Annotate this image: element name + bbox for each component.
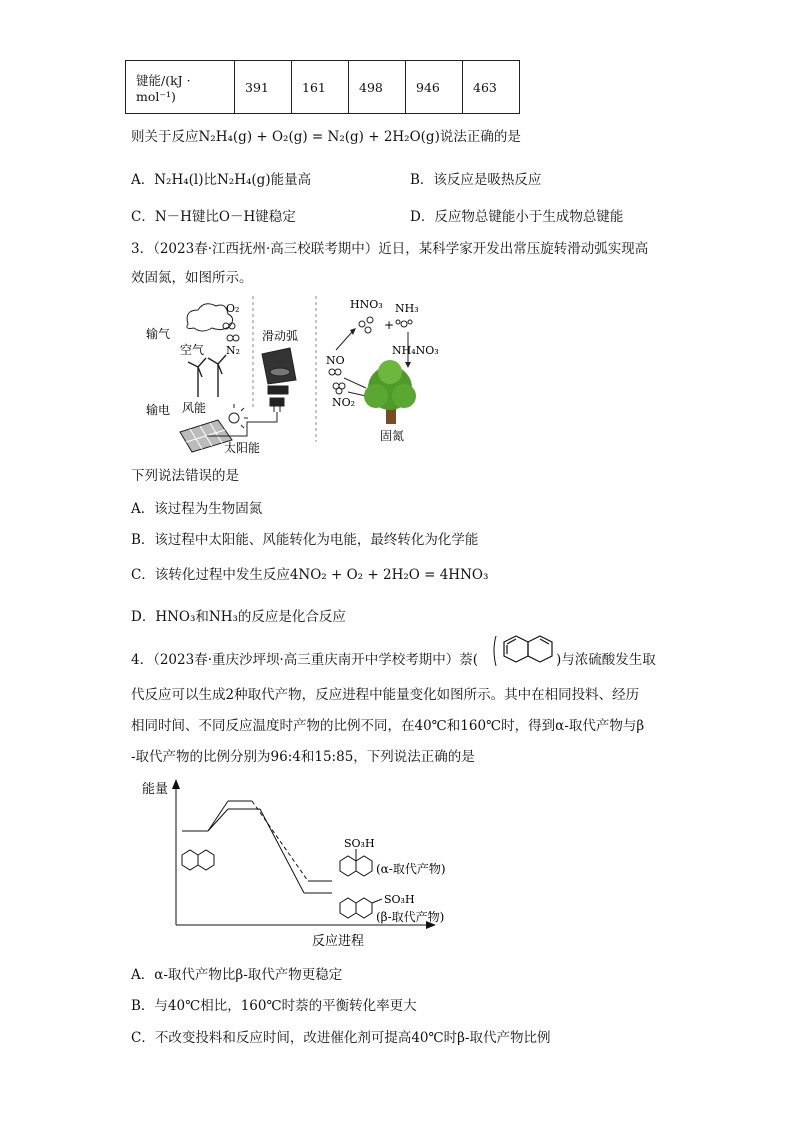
q2-option-b: B．该反应是吸热反应 bbox=[410, 172, 542, 188]
bond-energy-table bbox=[125, 60, 520, 114]
q3-option-a: A．该过程为生物固氮 bbox=[131, 501, 263, 517]
q3-option-c: C．该转化过程中发生反应4NO₂ + O₂ + 2H₂O = 4HNO₃ bbox=[131, 567, 489, 583]
sun-icon bbox=[229, 404, 248, 428]
q3-option-b: B．该过程中太阳能、风能转化为电能，最终转化为化学能 bbox=[131, 532, 479, 548]
solar-label: 太阳能 bbox=[224, 441, 261, 455]
no2-molecule-icon bbox=[333, 383, 345, 394]
q2-option-d: D．反应物总键能小于生成物总键能 bbox=[410, 209, 624, 225]
alpha-product-label: (α-取代产物) bbox=[376, 862, 446, 876]
no-molecule-icon bbox=[329, 369, 341, 375]
q4-option-b: B．与40℃相比，160℃时萘的平衡转化率更大 bbox=[131, 998, 417, 1014]
q4-option-a: A．α-取代产物比β-取代产物更稳定 bbox=[131, 967, 343, 983]
air-label: 空气 bbox=[180, 343, 205, 357]
hno3-molecule-icon bbox=[359, 317, 373, 333]
q2-option-a: A．N₂H₄(l)比N₂H₄(g)能量高 bbox=[131, 172, 312, 188]
naphthalene-icon bbox=[182, 850, 214, 870]
q4-stem-line1a: 4．（2023春·重庆沙坪坝·高三重庆南开中学校考期中）萘( bbox=[131, 652, 479, 668]
alpha-product-icon bbox=[340, 849, 372, 876]
q2-stem: 则关于反应N₂H₄(g) + O₂(g) = N₂(g) + 2H₂O(g)说法正确的是 bbox=[131, 129, 521, 145]
tree-icon bbox=[364, 360, 416, 424]
o2-label: O₂ bbox=[226, 302, 240, 315]
arc-label: 滑动弧 bbox=[262, 329, 299, 343]
energy-diagram bbox=[140, 775, 500, 955]
q3-option-d: D．HNO₃和NH₃的反应是化合反应 bbox=[131, 609, 346, 625]
no-label: NO bbox=[326, 354, 345, 367]
power-label: 输电 bbox=[146, 403, 171, 417]
q4-option-c: C．不改变投料和反应时间，改进催化剂可提高40℃时β-取代产物比例 bbox=[131, 1030, 551, 1046]
q2-option-c: C．N－H键比O－H键稳定 bbox=[131, 209, 296, 225]
wind-turbine-icon bbox=[188, 355, 226, 397]
table-cell: 161 bbox=[292, 61, 349, 114]
arrow bbox=[336, 332, 352, 350]
table-header-cell: 键能/(kJ · mol⁻¹) bbox=[126, 61, 235, 114]
q3-ask: 下列说法错误的是 bbox=[131, 468, 239, 484]
n2-molecule-icon bbox=[227, 335, 233, 341]
hno3-label: HNO₃ bbox=[350, 298, 383, 311]
table-cell: 946 bbox=[406, 61, 463, 114]
beta-so3h-label: SO₃H bbox=[384, 893, 415, 906]
naphthalene-structure bbox=[490, 634, 554, 674]
wind-label: 风能 bbox=[182, 401, 207, 415]
table-row bbox=[126, 61, 520, 114]
q4-stem-line3: 相同时间、不同反应温度时产物的比例不同，在40℃和160℃时，得到α-取代产物与β bbox=[131, 718, 645, 734]
q3-stem-line1: 3．（2023春·江西抚州·高三校联考期中）近日，某科学家开发出常压旋转滑动弧实现高 bbox=[131, 241, 649, 257]
air-in-label: 输气 bbox=[146, 327, 171, 341]
q3-stem-line2: 效固氮，如图所示。 bbox=[131, 270, 253, 286]
no2-label: NO₂ bbox=[332, 396, 356, 409]
fixation-label: 固氮 bbox=[380, 429, 405, 443]
y-axis-label: 能量 bbox=[142, 782, 169, 797]
q4-stem-line1b: )与浓硫酸发生取 bbox=[556, 652, 656, 668]
plus-sign: + bbox=[384, 318, 395, 332]
nh4no3-label: NH₄NO₃ bbox=[392, 344, 439, 357]
n2-label: N₂ bbox=[226, 344, 241, 357]
plasma-reactor-icon bbox=[262, 348, 296, 394]
nh3-label: NH₃ bbox=[395, 302, 419, 315]
nitrogen-fixation-figure bbox=[140, 292, 460, 457]
beta-product-label: (β-取代产物) bbox=[376, 910, 445, 924]
alpha-so3h-label: SO₃H bbox=[344, 837, 375, 850]
x-axis-label: 反应进程 bbox=[312, 934, 365, 949]
table-cell: 391 bbox=[235, 61, 292, 114]
q4-stem-line4: -取代产物的比例分别为96:4和15:85，下列说法正确的是 bbox=[131, 749, 475, 765]
nh3-molecule-icon bbox=[396, 320, 412, 327]
table-cell: 463 bbox=[463, 61, 520, 114]
q4-stem-line2: 代反应可以生成2种取代产物，反应进程中能量变化如图所示。其中在相同投料、经历 bbox=[131, 687, 640, 703]
table-cell: 498 bbox=[349, 61, 406, 114]
